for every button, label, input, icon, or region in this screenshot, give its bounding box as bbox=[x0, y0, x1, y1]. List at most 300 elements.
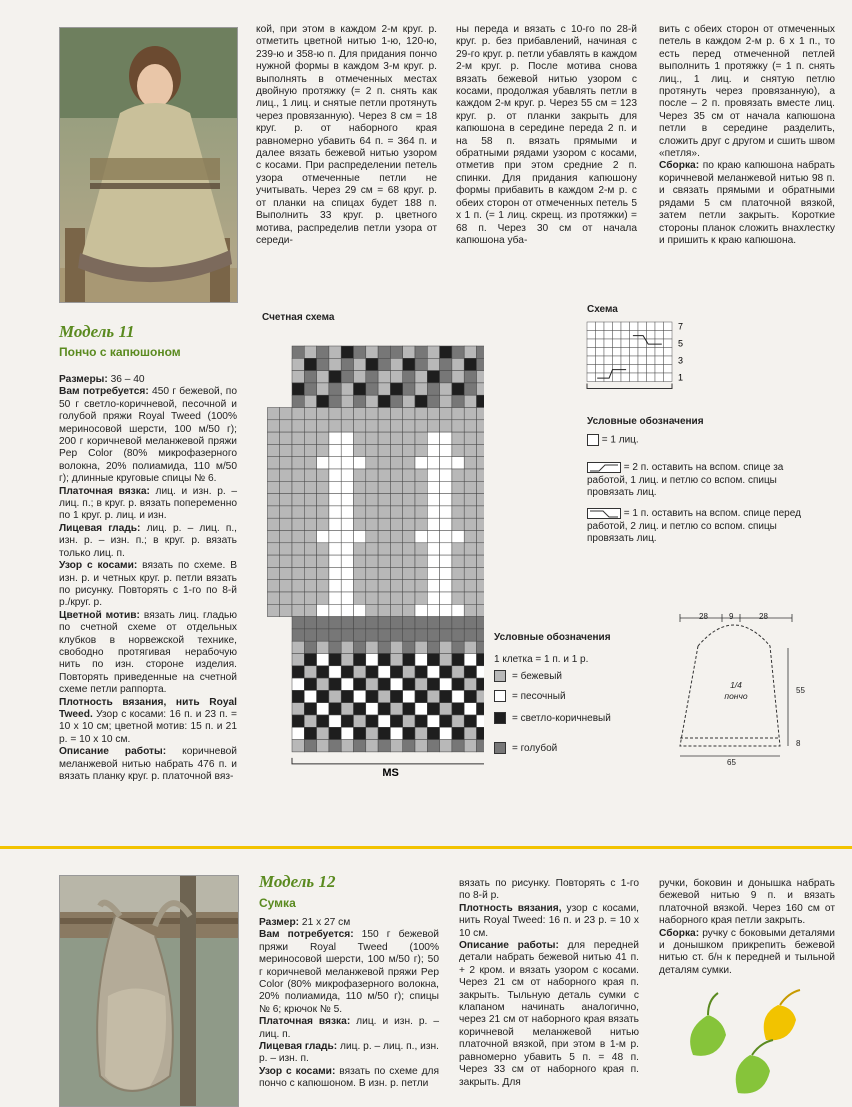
model12-col3-text: ручки, боковин и донышка набрать бежевой нитью 9 п. и вязать платочной вязкой. Через 160 см от наборного края петли закрыть. bbox=[659, 878, 835, 927]
chart-cell bbox=[403, 408, 415, 420]
chart-cell bbox=[317, 531, 329, 543]
chart-cell bbox=[329, 346, 341, 358]
chart-cell bbox=[440, 432, 452, 444]
scheme-cell bbox=[613, 331, 622, 340]
chart-cell bbox=[464, 740, 476, 752]
chart-cell bbox=[477, 580, 485, 592]
chart-cell bbox=[390, 383, 402, 395]
chart-cell bbox=[452, 383, 464, 395]
chart-cell bbox=[440, 690, 452, 702]
chart-cell bbox=[366, 383, 378, 395]
chart-cell bbox=[292, 432, 304, 444]
chart-cell bbox=[378, 518, 390, 530]
chart-cell bbox=[317, 555, 329, 567]
chart-cell bbox=[280, 457, 292, 469]
model11-label: Описание работы: bbox=[59, 746, 167, 758]
chart-cell bbox=[304, 740, 316, 752]
chart-cell bbox=[354, 346, 366, 358]
chart-cell bbox=[440, 506, 452, 518]
scheme-cell bbox=[664, 331, 673, 340]
chart-cell bbox=[464, 420, 476, 432]
chart-cell bbox=[341, 383, 353, 395]
scheme-cell bbox=[621, 373, 630, 382]
model12-col1-text: лиц. р. – лиц. п., изн. р. – изн. п. bbox=[259, 1041, 439, 1065]
chart-cell bbox=[317, 469, 329, 481]
chart-cell bbox=[366, 629, 378, 641]
chart-cell bbox=[267, 481, 279, 493]
chart-cell bbox=[329, 654, 341, 666]
chart-cell bbox=[280, 518, 292, 530]
chart-cell bbox=[415, 457, 427, 469]
scheme-cell bbox=[587, 356, 596, 365]
chart-cell bbox=[341, 555, 353, 567]
chart-cell bbox=[452, 469, 464, 481]
chart-cell bbox=[341, 690, 353, 702]
chart-cell bbox=[427, 567, 439, 579]
chart-legend-item bbox=[494, 742, 557, 754]
chart-cell bbox=[304, 346, 316, 358]
model12-col2-label: Плотность вязания, bbox=[459, 902, 562, 914]
chart-cell bbox=[366, 555, 378, 567]
scheme-cell bbox=[630, 331, 639, 340]
chart-cell bbox=[427, 383, 439, 395]
chart-cell bbox=[415, 727, 427, 739]
chart-cell bbox=[440, 543, 452, 555]
chart-cell bbox=[403, 629, 415, 641]
chart-cell bbox=[341, 531, 353, 543]
scheme-cell bbox=[613, 373, 622, 382]
chart-cell bbox=[452, 543, 464, 555]
chart-cell bbox=[280, 531, 292, 543]
section-separator bbox=[0, 846, 852, 849]
chart-cell bbox=[341, 604, 353, 616]
chart-cell bbox=[317, 408, 329, 420]
chart-cell bbox=[440, 481, 452, 493]
chart-cell bbox=[341, 358, 353, 370]
chart-cell bbox=[280, 506, 292, 518]
chart-cell bbox=[378, 690, 390, 702]
chart-cell bbox=[427, 531, 439, 543]
chart-cell bbox=[292, 457, 304, 469]
chart-cell bbox=[390, 395, 402, 407]
model11-label: Узор с косами: bbox=[59, 560, 138, 572]
scheme-cell bbox=[655, 322, 664, 331]
scheme-cell bbox=[630, 348, 639, 357]
chart-cell bbox=[366, 358, 378, 370]
chart-cell bbox=[354, 567, 366, 579]
scheme-cell bbox=[655, 365, 664, 374]
scheme-cell bbox=[621, 365, 630, 374]
model12-col1-para bbox=[259, 1066, 439, 1091]
chart-cell bbox=[452, 371, 464, 383]
chart-cell bbox=[415, 666, 427, 678]
chart-cell bbox=[415, 592, 427, 604]
chart-title: Счетная схема bbox=[262, 312, 335, 323]
chart-cell bbox=[477, 457, 485, 469]
scheme-legend-2 bbox=[587, 462, 807, 500]
chart-cell bbox=[390, 371, 402, 383]
chart-cell bbox=[452, 690, 464, 702]
chart-cell bbox=[464, 371, 476, 383]
chart-cell bbox=[366, 678, 378, 690]
chart-cell bbox=[341, 346, 353, 358]
chart-cell bbox=[329, 395, 341, 407]
chart-cell bbox=[452, 727, 464, 739]
chart-cell bbox=[378, 654, 390, 666]
chart-cell bbox=[415, 531, 427, 543]
top-col3-sborka-label: Сборка: bbox=[659, 160, 700, 172]
cable-scheme bbox=[585, 318, 705, 390]
chart-cell bbox=[427, 727, 439, 739]
chart-cell bbox=[452, 506, 464, 518]
chart-cell bbox=[477, 740, 485, 752]
chart-cell bbox=[366, 666, 378, 678]
chart-cell bbox=[415, 580, 427, 592]
chart-cell bbox=[390, 727, 402, 739]
chart-cell bbox=[341, 408, 353, 420]
chart-cell bbox=[415, 469, 427, 481]
chart-cell bbox=[452, 740, 464, 752]
chart-cell bbox=[304, 457, 316, 469]
scheme-cell bbox=[664, 365, 673, 374]
chart-cell bbox=[477, 408, 485, 420]
chart-cell bbox=[390, 580, 402, 592]
scheme-cell bbox=[655, 348, 664, 357]
chart-cell bbox=[378, 715, 390, 727]
chart-cell bbox=[354, 690, 366, 702]
chart-cell bbox=[403, 469, 415, 481]
model12-col1-text: 150 г бежевой пряжи Royal Tweed (100% мериносовой шерсти, 100 м/50 г); 50 г коричневой меланжевой пряжи Pep Color (80% микрофазерного волокна, 20% полиамида, 110 м/50 г); спицы № 6; крючок № 5. bbox=[259, 929, 439, 1015]
chart-cell bbox=[378, 567, 390, 579]
model12-col2-text: вязать по рисунку. Повторять с 1-го по 8-й р. bbox=[459, 878, 639, 902]
chart-cell bbox=[341, 432, 353, 444]
chart-cell bbox=[427, 641, 439, 653]
chart-cell bbox=[317, 740, 329, 752]
chart-cell bbox=[452, 555, 464, 567]
chart-cell bbox=[366, 395, 378, 407]
chart-cell bbox=[415, 715, 427, 727]
chart-cell bbox=[477, 617, 485, 629]
chart-cell bbox=[477, 395, 485, 407]
chart-cell bbox=[415, 617, 427, 629]
top-text-column-1 bbox=[256, 24, 437, 247]
chart-cell bbox=[317, 518, 329, 530]
chart-cell bbox=[267, 444, 279, 456]
chart-cell bbox=[329, 727, 341, 739]
chart-cell bbox=[440, 580, 452, 592]
chart-cell bbox=[329, 592, 341, 604]
chart-cell bbox=[427, 666, 439, 678]
chart-cell bbox=[415, 383, 427, 395]
chart-cell bbox=[452, 654, 464, 666]
knit-symbol-icon bbox=[587, 434, 599, 446]
chart-cell bbox=[390, 420, 402, 432]
chart-cell bbox=[304, 383, 316, 395]
chart-cell bbox=[366, 703, 378, 715]
chart-cell bbox=[317, 592, 329, 604]
chart-cell bbox=[390, 666, 402, 678]
scheme-cell bbox=[587, 348, 596, 357]
scheme-cell bbox=[638, 365, 647, 374]
chart-cell bbox=[415, 358, 427, 370]
chart-cell bbox=[427, 358, 439, 370]
model11-label: Цветной мотив: bbox=[59, 609, 140, 621]
chart-cell bbox=[477, 715, 485, 727]
model12-col3-text: ручку с боковыми деталями и донышком прикрепить бежевой нитью ст. б/н к передней и тыльной деталям сумки. bbox=[659, 927, 835, 976]
chart-cell bbox=[304, 654, 316, 666]
chart-cell bbox=[280, 469, 292, 481]
scheme-cell bbox=[596, 348, 605, 357]
chart-cell bbox=[317, 666, 329, 678]
chart-cell bbox=[378, 358, 390, 370]
chart-cell bbox=[390, 641, 402, 653]
leaf-decoration-icon bbox=[678, 985, 838, 1103]
chart-cell bbox=[390, 555, 402, 567]
chart-cell bbox=[415, 654, 427, 666]
scheme-cell bbox=[655, 331, 664, 340]
chart-cell bbox=[341, 740, 353, 752]
chart-cell bbox=[378, 617, 390, 629]
chart-cell bbox=[304, 715, 316, 727]
chart-cell bbox=[304, 531, 316, 543]
chart-cell bbox=[354, 531, 366, 543]
chart-cell bbox=[304, 506, 316, 518]
chart-cell bbox=[415, 555, 427, 567]
chart-cell bbox=[452, 408, 464, 420]
chart-cell bbox=[415, 432, 427, 444]
scheme-cell bbox=[638, 373, 647, 382]
scheme-cell bbox=[604, 331, 613, 340]
chart-cell bbox=[354, 432, 366, 444]
pattern-height: 55 bbox=[796, 686, 805, 695]
chart-cell bbox=[292, 444, 304, 456]
chart-cell bbox=[366, 469, 378, 481]
chart-cell bbox=[477, 555, 485, 567]
chart-cell bbox=[415, 641, 427, 653]
model11-text: 450 г бежевой, по 50 г светло-коричневой, песочной и голубой пряжи Royal Tweed (100% мериносовой шерсти, 100 м/50 г); 200 г коричневой меланжевой пряжи Pep Color (80% микрофазерного волокна, 20% полиамида, 110 м/50 г); длинные круговые спицы № 6. bbox=[59, 386, 237, 485]
model11-text: вязать лиц. гладью по счетной схеме от отдельных клубков в норвежской технике, свободно протягивая нерабочую нить по изн. стороне изделия. Повторять приведенные на счетной схеме петли раппорта. bbox=[59, 609, 238, 696]
chart-cell bbox=[390, 567, 402, 579]
chart-cell bbox=[329, 358, 341, 370]
scheme-cell bbox=[613, 365, 622, 374]
left-cross-symbol-icon bbox=[587, 508, 621, 519]
scheme-cell bbox=[596, 339, 605, 348]
chart-cell bbox=[354, 358, 366, 370]
bag-photo bbox=[59, 875, 239, 1107]
scheme-legend-1 bbox=[587, 434, 639, 447]
chart-cell bbox=[354, 641, 366, 653]
chart-cell bbox=[477, 543, 485, 555]
chart-cell bbox=[452, 629, 464, 641]
chart-cell bbox=[292, 469, 304, 481]
chart-cell bbox=[477, 444, 485, 456]
chart-cell bbox=[390, 408, 402, 420]
top-text-column-2 bbox=[456, 24, 637, 247]
model12-col3-para bbox=[659, 928, 835, 978]
chart-cell bbox=[317, 678, 329, 690]
chart-cell bbox=[390, 740, 402, 752]
chart-cell bbox=[415, 395, 427, 407]
scheme-cell bbox=[655, 339, 664, 348]
chart-cell bbox=[464, 604, 476, 616]
chart-cell bbox=[378, 494, 390, 506]
chart-cell bbox=[378, 469, 390, 481]
chart-cell bbox=[390, 457, 402, 469]
chart-cell bbox=[317, 567, 329, 579]
chart-cell bbox=[292, 481, 304, 493]
scheme-cell bbox=[587, 373, 596, 382]
chart-cell bbox=[292, 531, 304, 543]
chart-cell bbox=[440, 408, 452, 420]
chart-cell bbox=[292, 666, 304, 678]
chart-cell bbox=[452, 580, 464, 592]
chart-cell bbox=[415, 604, 427, 616]
chart-cell bbox=[378, 641, 390, 653]
chart-cell bbox=[403, 494, 415, 506]
chart-cell bbox=[403, 531, 415, 543]
chart-cell bbox=[354, 580, 366, 592]
chart-cell bbox=[366, 408, 378, 420]
chart-cell bbox=[403, 358, 415, 370]
chart-cell bbox=[452, 617, 464, 629]
chart-cell bbox=[317, 727, 329, 739]
chart-cell bbox=[390, 543, 402, 555]
chart-cell bbox=[304, 617, 316, 629]
chart-cell bbox=[427, 432, 439, 444]
chart-cell bbox=[477, 383, 485, 395]
chart-cell bbox=[292, 629, 304, 641]
chart-cell bbox=[427, 604, 439, 616]
chart-cell bbox=[464, 617, 476, 629]
scheme-cell bbox=[647, 322, 656, 331]
chart-cell bbox=[267, 457, 279, 469]
chart-cell bbox=[440, 346, 452, 358]
chart-cell bbox=[427, 469, 439, 481]
chart-cell bbox=[329, 408, 341, 420]
chart-cell bbox=[329, 629, 341, 641]
chart-cell bbox=[329, 604, 341, 616]
chart-cell bbox=[452, 531, 464, 543]
chart-cell bbox=[341, 481, 353, 493]
scheme-cell bbox=[655, 356, 664, 365]
model12-title: Модель 12 bbox=[259, 872, 336, 891]
model12-col1-label: Платочная вязка: bbox=[259, 1016, 351, 1028]
chart-cell bbox=[415, 740, 427, 752]
chart-cell bbox=[354, 420, 366, 432]
chart-cell bbox=[304, 420, 316, 432]
chart-cell bbox=[464, 408, 476, 420]
scheme-cell bbox=[596, 365, 605, 374]
chart-cell bbox=[464, 469, 476, 481]
chart-cell bbox=[292, 420, 304, 432]
chart-cell bbox=[477, 666, 485, 678]
chart-cell bbox=[415, 703, 427, 715]
chart-cell bbox=[390, 494, 402, 506]
scheme-cell bbox=[596, 331, 605, 340]
chart-cell bbox=[464, 641, 476, 653]
chart-cell bbox=[304, 494, 316, 506]
chart-cell bbox=[452, 432, 464, 444]
chart-cell bbox=[378, 531, 390, 543]
chart-cell bbox=[477, 346, 485, 358]
chart-cell bbox=[378, 444, 390, 456]
chart-cell bbox=[477, 727, 485, 739]
chart-cell bbox=[292, 641, 304, 653]
chart-cell bbox=[280, 592, 292, 604]
chart-cell bbox=[440, 555, 452, 567]
legend-label: = светло-коричневый bbox=[512, 712, 611, 724]
top-text-column-3 bbox=[659, 24, 835, 247]
chart-cell bbox=[427, 346, 439, 358]
chart-cell bbox=[329, 494, 341, 506]
chart-ms-label: MS bbox=[382, 766, 399, 779]
chart-cell bbox=[427, 543, 439, 555]
model11-text: лиц. и изн. р. – лиц. п.; в круг. р. вязать попеременно по 1 круг. р. лиц. и изн. bbox=[59, 485, 237, 522]
chart-cell bbox=[427, 506, 439, 518]
scheme-cell bbox=[621, 339, 630, 348]
chart-cell bbox=[354, 617, 366, 629]
chart-cell bbox=[267, 494, 279, 506]
chart-cell bbox=[415, 481, 427, 493]
scheme-cell bbox=[630, 339, 639, 348]
chart-cell bbox=[354, 518, 366, 530]
chart-cell bbox=[329, 740, 341, 752]
counting-chart bbox=[262, 338, 484, 808]
chart-cell bbox=[390, 629, 402, 641]
scheme-cell bbox=[638, 348, 647, 357]
chart-cell bbox=[378, 543, 390, 555]
chart-cell bbox=[341, 506, 353, 518]
chart-cell bbox=[329, 543, 341, 555]
chart-cell bbox=[341, 666, 353, 678]
chart-cell bbox=[341, 420, 353, 432]
chart-cell bbox=[341, 567, 353, 579]
chart-cell bbox=[452, 703, 464, 715]
model11-para bbox=[59, 523, 237, 560]
chart-cell bbox=[427, 654, 439, 666]
model11-title: Модель 11 bbox=[59, 322, 135, 341]
chart-cell bbox=[452, 358, 464, 370]
scheme-cell bbox=[664, 373, 673, 382]
chart-cell bbox=[464, 444, 476, 456]
chart-cell bbox=[341, 592, 353, 604]
chart-cell bbox=[267, 592, 279, 604]
pattern-label: 1/4 пончо bbox=[724, 680, 748, 701]
chart-cell bbox=[304, 371, 316, 383]
chart-cell bbox=[280, 432, 292, 444]
scheme-legend-2-text: = 2 п. оставить на вспом. спице за работой, 1 лиц. и петлю со вспом. спицы провязать лиц. bbox=[587, 462, 784, 499]
scheme-cell bbox=[596, 322, 605, 331]
chart-cell bbox=[403, 703, 415, 715]
chart-cell bbox=[378, 346, 390, 358]
chart-cell bbox=[378, 432, 390, 444]
scheme-cell bbox=[647, 356, 656, 365]
model12-col2-label: Описание работы: bbox=[459, 940, 559, 952]
scheme-cell bbox=[630, 373, 639, 382]
chart-cell bbox=[415, 543, 427, 555]
chart-cell bbox=[390, 531, 402, 543]
chart-cell bbox=[477, 432, 485, 444]
chart-cell bbox=[403, 346, 415, 358]
chart-cell bbox=[403, 641, 415, 653]
chart-cell bbox=[329, 555, 341, 567]
chart-cell bbox=[366, 567, 378, 579]
chart-cell bbox=[354, 494, 366, 506]
chart-cell bbox=[390, 592, 402, 604]
legend-swatch-icon bbox=[494, 712, 506, 724]
chart-cell bbox=[280, 420, 292, 432]
chart-cell bbox=[329, 420, 341, 432]
